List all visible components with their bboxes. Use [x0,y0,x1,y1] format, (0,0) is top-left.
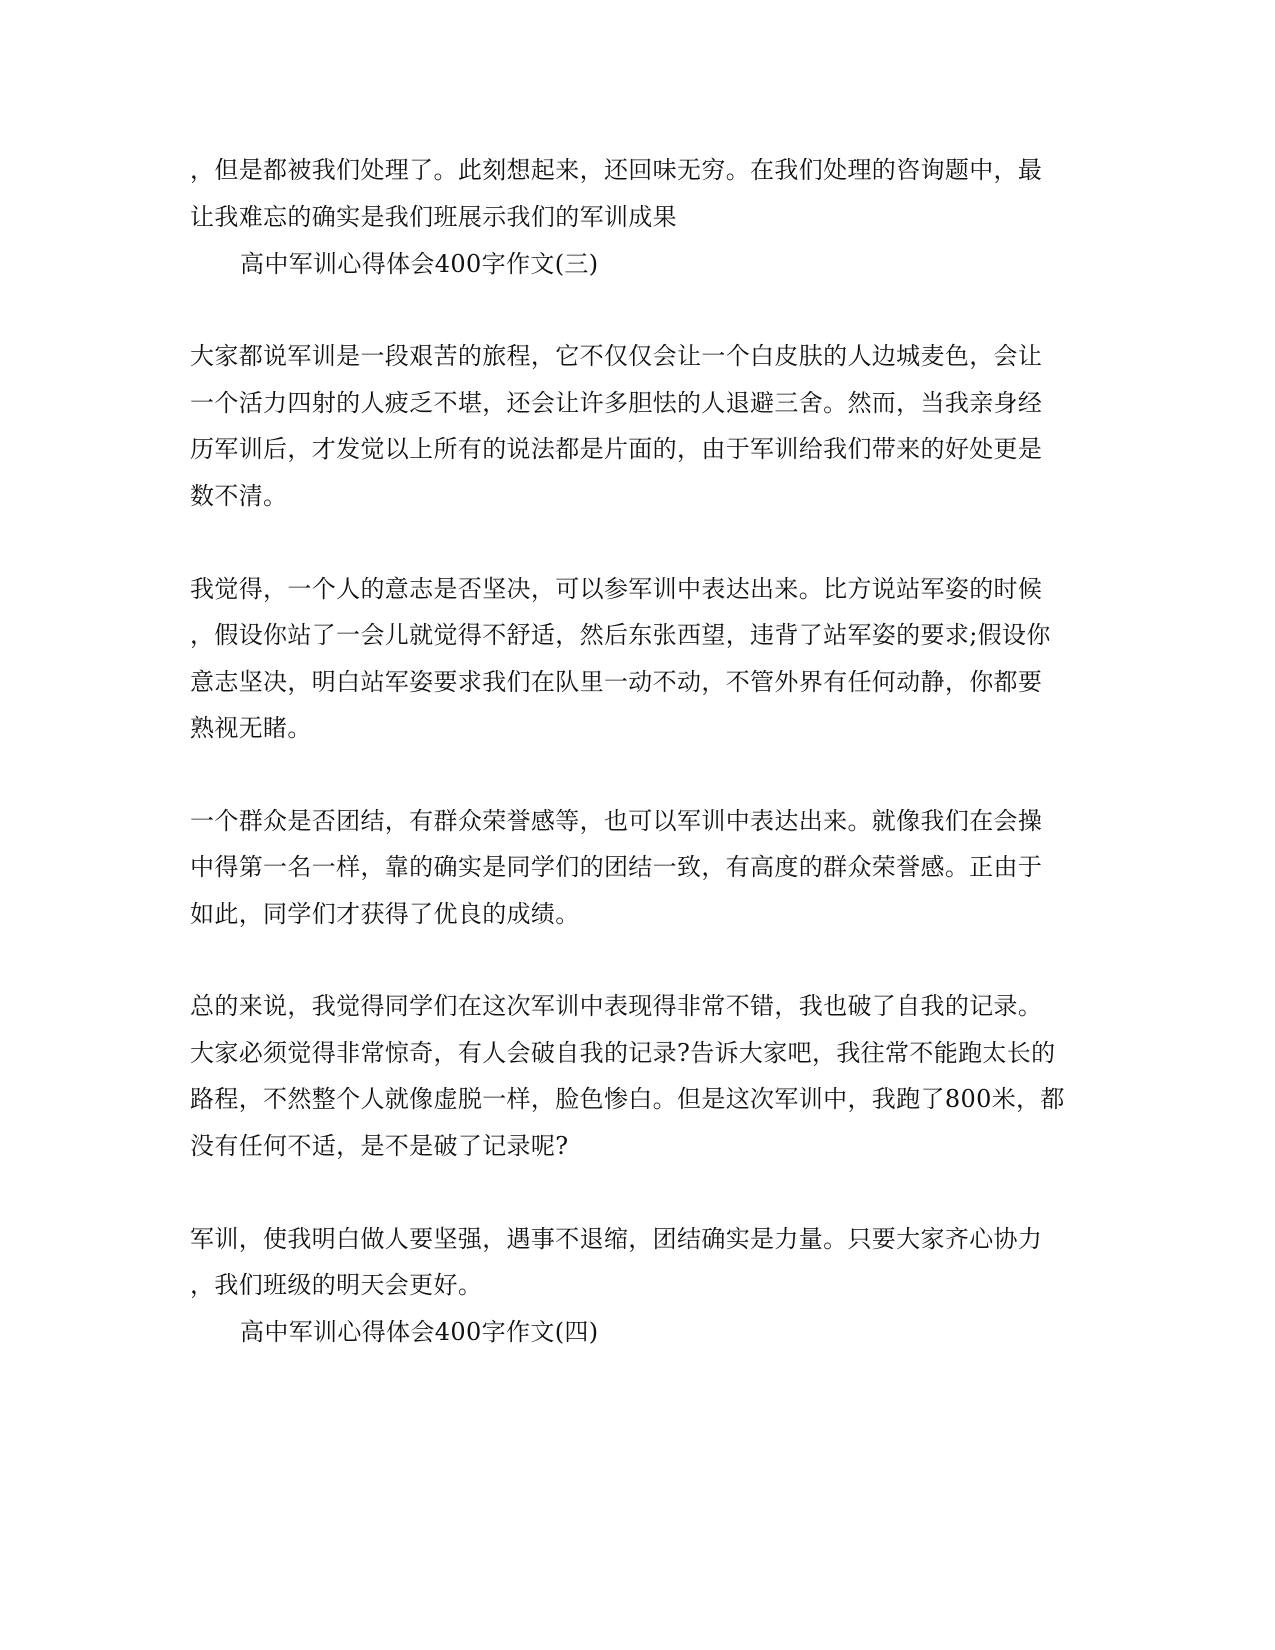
paragraph-line: 数不清。 [190,482,288,510]
paragraph-line: 中得第一名一样，靠的确实是同学们的团结一致，有高度的群众荣誉感。正由于 [190,853,1043,881]
paragraph-line: 大家必须觉得非常惊奇，有人会破自我的记录?告诉大家吧，我往常不能跑太长的 [190,1039,1056,1067]
paragraph-line: 如此，同学们才获得了优良的成绩。 [190,900,580,928]
paragraph-line: 熟视无睹。 [190,714,312,742]
section-heading: 高中军训心得体会400字作文(四) [240,1318,599,1346]
paragraph-line: 历军训后，才发觉以上所有的说法都是片面的，由于军训给我们带来的好处更是 [190,435,1043,463]
paragraph-line: 我觉得，一个人的意志是否坚决，可以参军训中表达出来。比方说站军姿的时候 [190,575,1043,603]
paragraph-line: 一个群众是否团结，有群众荣誉感等，也可以军训中表达出来。就像我们在会操 [190,807,1043,835]
paragraph-line: 总的来说，我觉得同学们在这次军训中表现得非常不错，我也破了自我的记录。 [190,992,1043,1020]
paragraph-line: ，但是都被我们处理了。此刻想起来，还回味无穷。在我们处理的咨询题中，最 [190,156,1043,184]
paragraph-line: ，假设你站了一会儿就觉得不舒适，然后东张西望，违背了站军姿的要求;假设你 [190,621,1051,649]
paragraph-line: 意志坚决，明白站军姿要求我们在队里一动不动，不管外界有任何动静，你都要 [190,668,1043,696]
paragraph-line: 大家都说军训是一段艰苦的旅程，它不仅仅会让一个白皮肤的人边城麦色，会让 [190,342,1043,370]
paragraph-line: 让我难忘的确实是我们班展示我们的军训成果 [190,203,677,231]
paragraph-line: 路程，不然整个人就像虚脱一样，脸色惨白。但是这次军训中，我跑了800米，都 [190,1085,1065,1113]
section-heading: 高中军训心得体会400字作文(三) [240,250,599,278]
paragraph-line: 军训，使我明白做人要坚强，遇事不退缩，团结确实是力量。只要大家齐心协力 [190,1225,1043,1253]
paragraph-line: ，我们班级的明天会更好。 [190,1271,483,1299]
paragraph-line: 一个活力四射的人疲乏不堪，还会让许多胆怯的人退避三舍。然而，当我亲身经 [190,389,1043,417]
paragraph-line: 没有任何不适，是不是破了记录呢? [190,1132,569,1160]
